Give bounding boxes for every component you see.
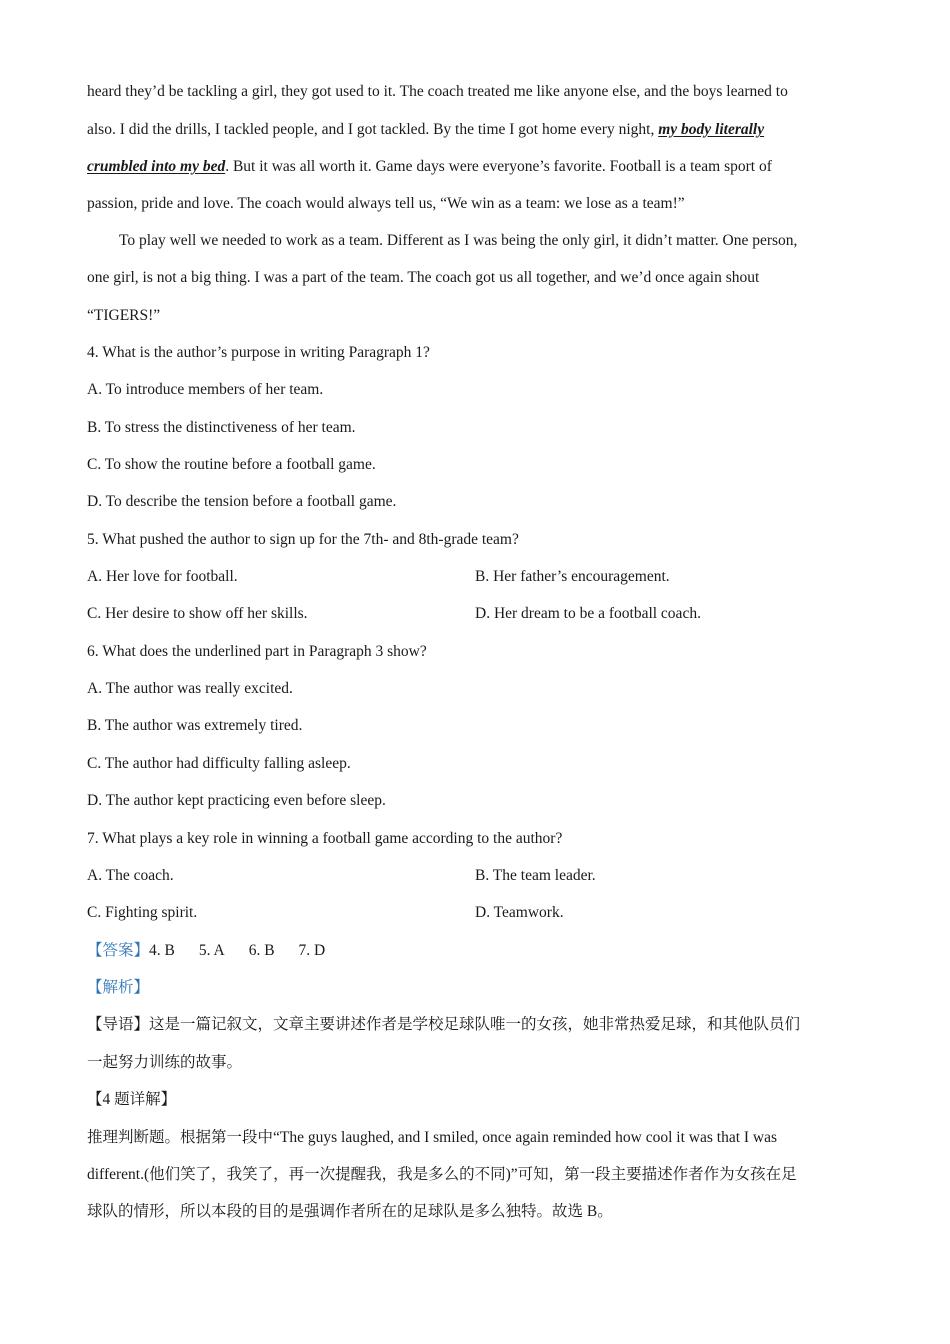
passage-line: “TIGERS!” <box>87 307 161 324</box>
analysis-text: 推理判断题。根据第一段中“The guys laughed, and I smiled, once again reminded how cool it was that I was <box>87 1129 778 1146</box>
analysis-text: different.(他们笑了，我笑了，再一次提醒我，我是多么的不同)”可知，第一段主要描述作者作为女孩在足 <box>87 1166 797 1183</box>
answer-item: 6. B <box>248 942 275 959</box>
question-stem: 7. What plays a key role in winning a football game according to the author? <box>87 830 563 847</box>
passage-line <box>87 120 764 140</box>
passage-line: one girl, is not a big thing. I was a part of the team. The coach got us all together, and we’d once again shout <box>87 269 760 286</box>
underlined-phrase: my body literally <box>658 121 765 138</box>
question-option: A. The coach. <box>87 867 174 884</box>
question-option: C. The author had difficulty falling asleep. <box>87 755 351 772</box>
answer-item: 4. B <box>149 942 175 959</box>
passage-line <box>87 157 772 177</box>
passage-text: also. I did the drills, I tackled people, and I got tackled. By the time I got home every night, <box>87 121 659 138</box>
question-option: C. Her desire to show off her skills. <box>87 605 308 622</box>
question-option: B. Her father’s encouragement. <box>475 568 670 585</box>
answer-line <box>87 941 325 961</box>
analysis-text: 球队的情形，所以本段的目的是强调作者所在的足球队是多么独特。故选 B。 <box>87 1203 613 1220</box>
passage-text: . But it was all worth it. Game days were everyone’s favorite. Football is a team sport of <box>225 158 772 175</box>
question-option: B. To stress the distinctiveness of her team. <box>87 419 356 436</box>
question-option: D. Her dream to be a football coach. <box>475 605 701 622</box>
question-option: B. The author was extremely tired. <box>87 717 303 734</box>
question-option: B. The team leader. <box>475 867 596 884</box>
answer-item: 5. A <box>198 942 225 959</box>
analysis-intro: 一起努力训练的故事。 <box>87 1054 243 1071</box>
question-stem: 6. What does the underlined part in Paragraph 3 show? <box>87 643 427 660</box>
question-option: A. To introduce members of her team. <box>87 381 324 398</box>
answer-label: 【答案】 <box>87 942 150 959</box>
passage-line: heard they’d be tackling a girl, they got used to it. The coach treated me like anyone else, and the boys learned to <box>87 83 788 100</box>
question-option: D. The author kept practicing even before sleep. <box>87 792 386 809</box>
question-option: C. Fighting spirit. <box>87 904 198 921</box>
underlined-phrase: crumbled into my bed <box>87 158 226 175</box>
question-stem: 5. What pushed the author to sign up for the 7th- and 8th-grade team? <box>87 531 519 548</box>
analysis-intro: 【导语】这是一篇记叙文，文章主要讲述作者是学校足球队唯一的女孩，她非常热爱足球，和其他队员们 <box>87 1016 801 1033</box>
question-stem: 4. What is the author’s purpose in writing Paragraph 1? <box>87 344 430 361</box>
analysis-heading: 【4 题详解】 <box>87 1091 177 1108</box>
passage-line: To play well we needed to work as a team. Different as I was being the only girl, it didn’t matter. One person, <box>119 232 798 249</box>
question-option: C. To show the routine before a football game. <box>87 456 376 473</box>
question-option: D. To describe the tension before a football game. <box>87 493 397 510</box>
answer-item: 7. D <box>298 942 326 959</box>
question-option: A. Her love for football. <box>87 568 238 585</box>
analysis-label: 【解析】 <box>87 979 150 996</box>
question-option: A. The author was really excited. <box>87 680 293 697</box>
question-option: D. Teamwork. <box>475 904 564 921</box>
passage-line: passion, pride and love. The coach would always tell us, “We win as a team: we lose as a team!” <box>87 195 685 212</box>
